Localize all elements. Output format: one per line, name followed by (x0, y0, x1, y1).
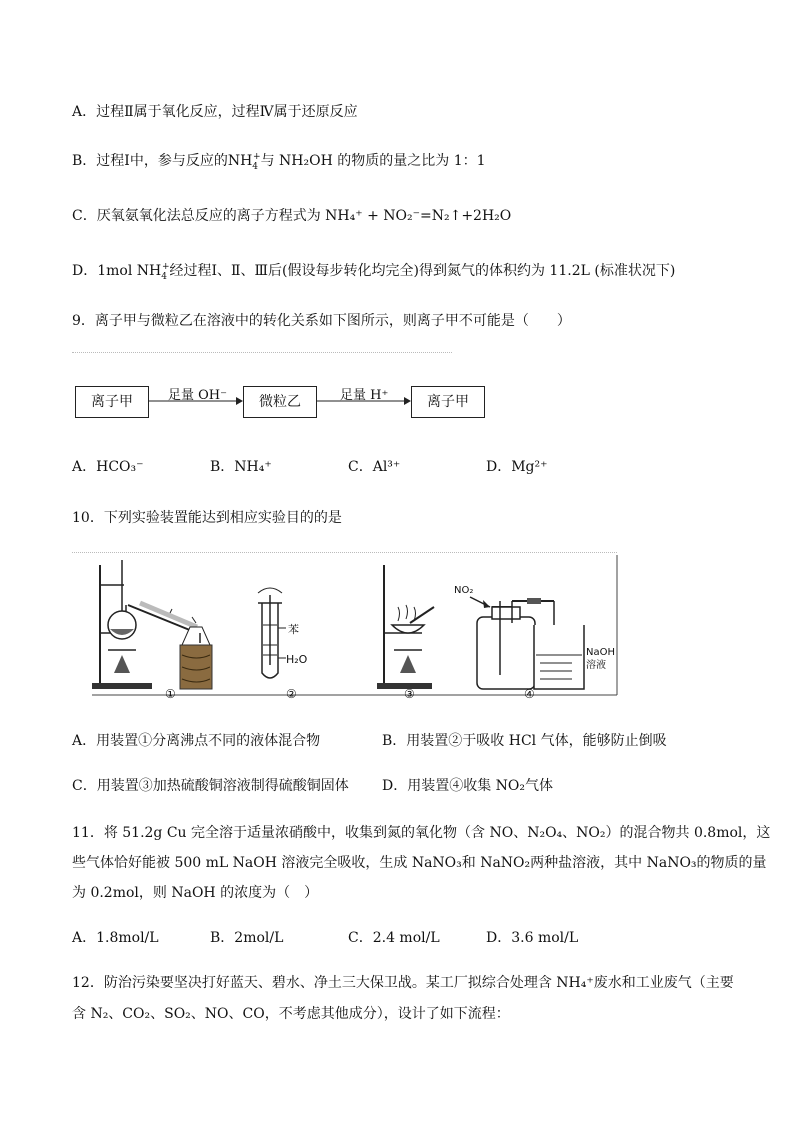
q8-c-eq: NH₄⁺ + NO₂⁻=N₂↑+2H₂O (325, 208, 512, 224)
q10-no2-label: NO₂ (454, 585, 474, 596)
q8-option-a: A．过程Ⅱ属于氧化反应，过程Ⅳ属于还原反应 (72, 104, 358, 120)
q8-b-pre: B．过程Ⅰ中，参与反应的 (72, 153, 228, 169)
q10-option-d: D．用装置④收集 NO₂气体 (382, 778, 554, 794)
distillation-apparatus (92, 560, 212, 689)
q8-option-b: B．过程Ⅰ中，参与反应的$NH_4^+$与 NH₂OH 的物质的量之比为 1：1 (72, 152, 486, 172)
arrow-right-icon (316, 395, 411, 407)
q11-line1: 11．将 51.2g Cu 完全溶于适量浓硝酸中，收集到氮的氧化物（含 NO、N₂O₄、NO₂）的混合物共 0.8mol，这 (72, 825, 771, 841)
q11-line2: 些气体恰好能被 500 mL NaOH 溶液完全吸收，生成 NaNO₃和 NaNO₂两种盐溶液，其中 NaNO₃的物质的量 (72, 855, 767, 871)
q12-line1: 12．防治污染要坚决打好蓝天、碧水、净土三大保卫战。某工厂拟综合处理含 NH₄⁺废水和工业废气（主要 (72, 975, 734, 991)
q9-arrow1-label: 足量 OH⁻ (168, 388, 227, 403)
q10-stem: 10．下列实验装置能达到相应实验目的的是 (72, 510, 342, 526)
q8-b-mid: 与 (260, 153, 275, 169)
q9-option-b: B．NH₄⁺ (210, 459, 272, 475)
q9-box-ion-a: 离子甲 (75, 386, 149, 418)
q10-solution-label: 溶液 (586, 660, 606, 671)
q8-b-nh4: NH (227, 153, 253, 169)
q9-arrow2-label: 足量 H⁺ (340, 388, 389, 403)
divider (72, 552, 617, 553)
q8-option-c (72, 205, 511, 227)
q10-label-4: ④ (524, 687, 535, 701)
q9-option-a: A．HCO₃⁻ (72, 459, 144, 475)
q11-option-d: D．3.6 mol/L (486, 930, 579, 946)
q9-stem: 9．离子甲与微粒乙在溶液中的转化关系如下图所示，则离子甲不可能是（ ） (72, 313, 571, 329)
q11-option-a: A．1.8mol/L (72, 930, 159, 946)
q10-option-c: C．用装置③加热硫酸铜溶液制得硫酸铜固体 (72, 778, 349, 794)
q11-line3: 为 0.2mol，则 NaOH 的浓度为（ ） (72, 885, 319, 901)
q12-line2: 含 N₂、CO₂、SO₂、NO、CO，不考虑其他成分），设计了如下流程： (72, 1006, 510, 1022)
q10-naoh-label: NaOH (586, 647, 615, 658)
q9-option-c: C．Al³⁺ (348, 459, 401, 475)
q8-b-nh2oh: NH₂OH (279, 153, 333, 169)
test-tube-apparatus (258, 588, 286, 678)
q11-option-b: B．2mol/L (210, 930, 284, 946)
q10-option-b: B．用装置②于吸收 HCl 气体，能够防止倒吸 (382, 733, 667, 749)
q8-d-post: 经过程Ⅰ、Ⅱ、Ⅲ后(假设每步转化均完全)得到氮气的体积约为 11.2L (标准状况下) (169, 263, 676, 279)
q9-option-d: D．Mg²⁺ (486, 459, 548, 475)
q10-water-label: H₂O (286, 653, 308, 666)
q8-option-d: D．1mol $NH_4^+$经过程Ⅰ、Ⅱ、Ⅲ后(假设每步转化均完全)得到氮气的体积约为 11.2L (标准状况下) (72, 262, 676, 282)
q11-option-c: C．2.4 mol/L (348, 930, 440, 946)
evaporation-apparatus (377, 565, 434, 689)
q8-b-post: 的物质的量之比为 1：1 (337, 153, 486, 169)
q10-benzene-label: 苯 (288, 623, 299, 636)
q10-apparatus-figure (72, 555, 622, 705)
gas-collection-apparatus (470, 597, 584, 689)
arrow-right-icon (148, 395, 243, 407)
q10-label-2: ② (286, 687, 297, 701)
q10-label-1: ① (165, 687, 176, 701)
q9-box-ion-a-2: 离子甲 (411, 386, 485, 418)
q10-label-3: ③ (404, 687, 415, 701)
q8-c-pre: C．厌氧氨氧化法总反应的离子方程式为 (72, 208, 321, 224)
q8-d-pre: D．1mol NH (72, 263, 162, 279)
divider (72, 352, 452, 353)
q10-option-a: A．用装置①分离沸点不同的液体混合物 (72, 733, 321, 749)
q9-box-particle-b: 微粒乙 (243, 386, 317, 418)
